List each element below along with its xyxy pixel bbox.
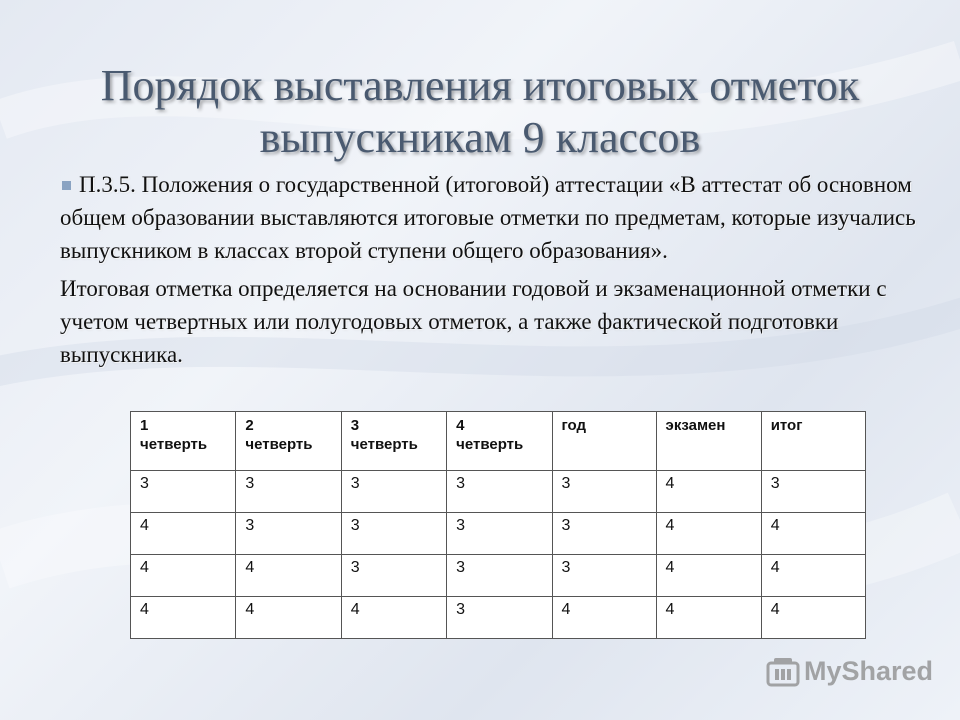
table-row (131, 555, 866, 597)
header-cell (236, 412, 341, 471)
table-cell: 4 (761, 555, 865, 597)
title-line-2: выпускникам 9 классов (259, 113, 701, 162)
table-cell: 3 (552, 471, 656, 513)
slide-title (40, 60, 920, 164)
header-line-2: четверть (245, 436, 313, 453)
table-cell: 3 (341, 471, 446, 513)
table-cell: 3 (447, 513, 552, 555)
table-cell: 3 (131, 471, 236, 513)
table-cell: 3 (236, 513, 341, 555)
header-cell (341, 412, 446, 471)
watermark-text: MyShared (804, 656, 934, 686)
table-cell: 4 (131, 513, 236, 555)
header-cell (131, 412, 236, 471)
header-line-1: итог (770, 417, 803, 434)
table-cell: 3 (552, 513, 656, 555)
title-line-1: Порядок выставления итоговых отметок (100, 61, 860, 110)
header-line-1: 2 (245, 417, 254, 434)
table-cell: 4 (131, 555, 236, 597)
table-cell: 4 (552, 597, 656, 639)
header-cell (761, 412, 865, 471)
table-row (131, 597, 866, 639)
table-cell: 4 (656, 597, 761, 639)
myshared-logo-icon (766, 657, 800, 687)
header-cell (552, 412, 656, 471)
header-line-2: четверть (350, 436, 418, 453)
header-cell (656, 412, 761, 471)
grades-table (130, 411, 866, 639)
table-cell: 4 (236, 555, 341, 597)
table-cell: 3 (341, 513, 446, 555)
table-cell: 3 (447, 555, 552, 597)
table-row (131, 513, 866, 555)
slide-body (60, 168, 920, 371)
header-line-1: год (561, 417, 587, 434)
table-cell: 4 (656, 555, 761, 597)
header-line-1: 4 (456, 417, 465, 434)
header-line-2: четверть (456, 436, 524, 453)
table-cell: 4 (656, 471, 761, 513)
paragraph-1-text: П.3.5. Положения о государственной (итоговой) аттестации «В аттестат об основном общем образовании выставляются итоговые отметки по предметам, которые изучались выпускником в классах второй ступени общего образования». (60, 172, 916, 263)
header-line-1: 3 (350, 417, 360, 434)
table-cell: 3 (552, 555, 656, 597)
table-cell: 3 (236, 471, 341, 513)
table-cell: 4 (656, 513, 761, 555)
table-cell: 4 (761, 513, 865, 555)
table-cell: 4 (236, 597, 341, 639)
table-cell: 3 (447, 597, 552, 639)
myshared-watermark (766, 656, 933, 687)
header-line-2: четверть (140, 436, 208, 453)
paragraph-2: Итоговая отметка определяется на основании годовой и экзаменационной отметки с учетом четвертных или полугодовых отметок, а также фактической подготовки выпускника. (60, 276, 887, 367)
header-line-1: 1 (140, 417, 149, 434)
bullet-square-icon (62, 181, 71, 190)
table-cell: 3 (761, 471, 865, 513)
table-header-row (131, 412, 866, 471)
table-cell: 3 (341, 555, 446, 597)
table-cell: 4 (761, 597, 865, 639)
header-cell (447, 412, 552, 471)
paragraph-1 (60, 168, 920, 267)
table-cell: 4 (131, 597, 236, 639)
table-cell: 4 (341, 597, 446, 639)
table-cell: 3 (447, 471, 552, 513)
header-line-1: экзамен (665, 417, 726, 434)
table-row (131, 471, 866, 513)
